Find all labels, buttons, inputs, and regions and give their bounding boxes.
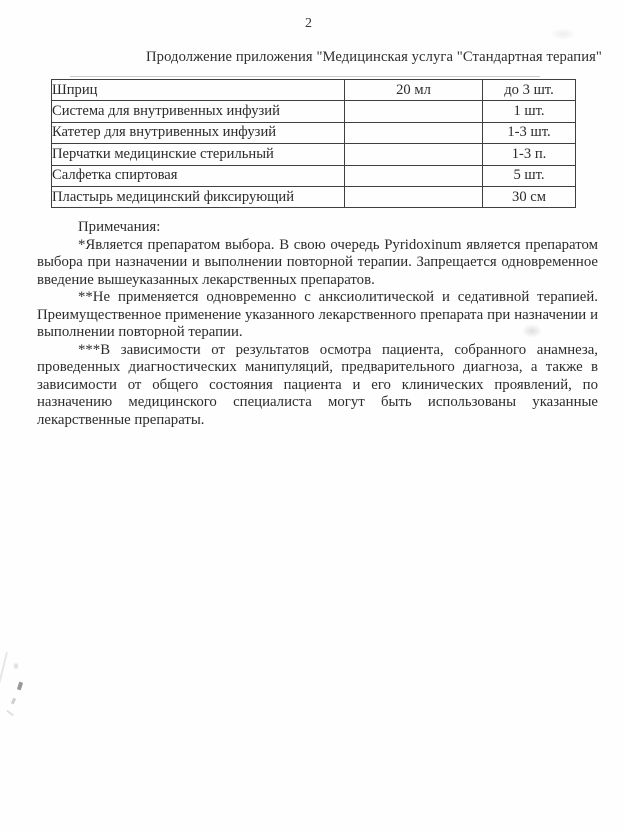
cell-item-name: Пластырь медицинский фиксирующий [52,186,345,207]
page-number: 2 [305,16,312,31]
note-marker: * [78,236,86,253]
table-row [52,144,576,165]
cell-volume [345,144,483,165]
note-text: Не применяется одновременно с анксиолитической и седативной терапией. Преимущественное применение указанного лекарственного препарата при назначении и выполнении повторной терапии. [37,289,598,340]
appendix-continuation-header: Продолжение приложения "Медицинская услуга "Стандартная терапия" [146,49,602,65]
scan-smudge [550,28,576,40]
supplies-table [51,79,576,208]
scan-streak [0,652,7,724]
cell-quantity: до 3 шт. [483,80,576,101]
scan-smudge [522,324,542,338]
cell-quantity: 30 см [483,186,576,207]
note-paragraph-2 [37,289,598,342]
cell-quantity: 1-3 п. [483,144,576,165]
cell-item-name: Перчатки медицинские стерильный [52,144,345,165]
notes-title: Примечания: [78,219,161,235]
scan-artifact [0,648,40,738]
note-text: В зависимости от результатов осмотра пациента, собранного анамнеза, проведенных диагностических манипуляций, предварительного диагноза, а также в зависимости от общего состояния пациента и его клинических проявлений, по назначению медицинского специалиста могут быть использованы указанные лекарственные препараты. [37,341,598,428]
cell-item-name: Шприц [52,80,345,101]
note-marker: ** [78,289,93,305]
note-paragraph-1 [37,237,598,290]
cell-volume [345,101,483,122]
cell-quantity: 1 шт. [483,101,576,122]
table-row [52,80,576,101]
scan-mark [11,698,16,705]
scan-mark [6,710,14,717]
table-row [52,186,576,207]
notes-section [37,219,598,429]
table-row [52,122,576,143]
cell-volume [345,122,483,143]
cell-quantity: 1-3 шт. [483,122,576,143]
note-text: Является препаратом выбора. В свою очередь Pyridoxinum является препаратом выбора при назначении и выполнении повторной терапии. Запрещается одновременное введение вышеуказанных лекарственных препаратов. [37,236,598,288]
table-row [52,101,576,122]
note-marker: *** [78,341,101,358]
cell-quantity: 5 шт. [483,165,576,186]
note-paragraph-3 [37,342,598,430]
scan-mark [17,682,23,691]
table-row [52,165,576,186]
cell-item-name: Система для внутривенных инфузий [52,101,345,122]
cell-volume [345,186,483,207]
scan-mark [13,662,19,670]
cell-item-name: Салфетка спиртовая [52,165,345,186]
cell-volume [345,165,483,186]
cell-volume: 20 мл [345,80,483,101]
scan-ghost-line [70,76,540,77]
cell-item-name: Катетер для внутривенных инфузий [52,122,345,143]
